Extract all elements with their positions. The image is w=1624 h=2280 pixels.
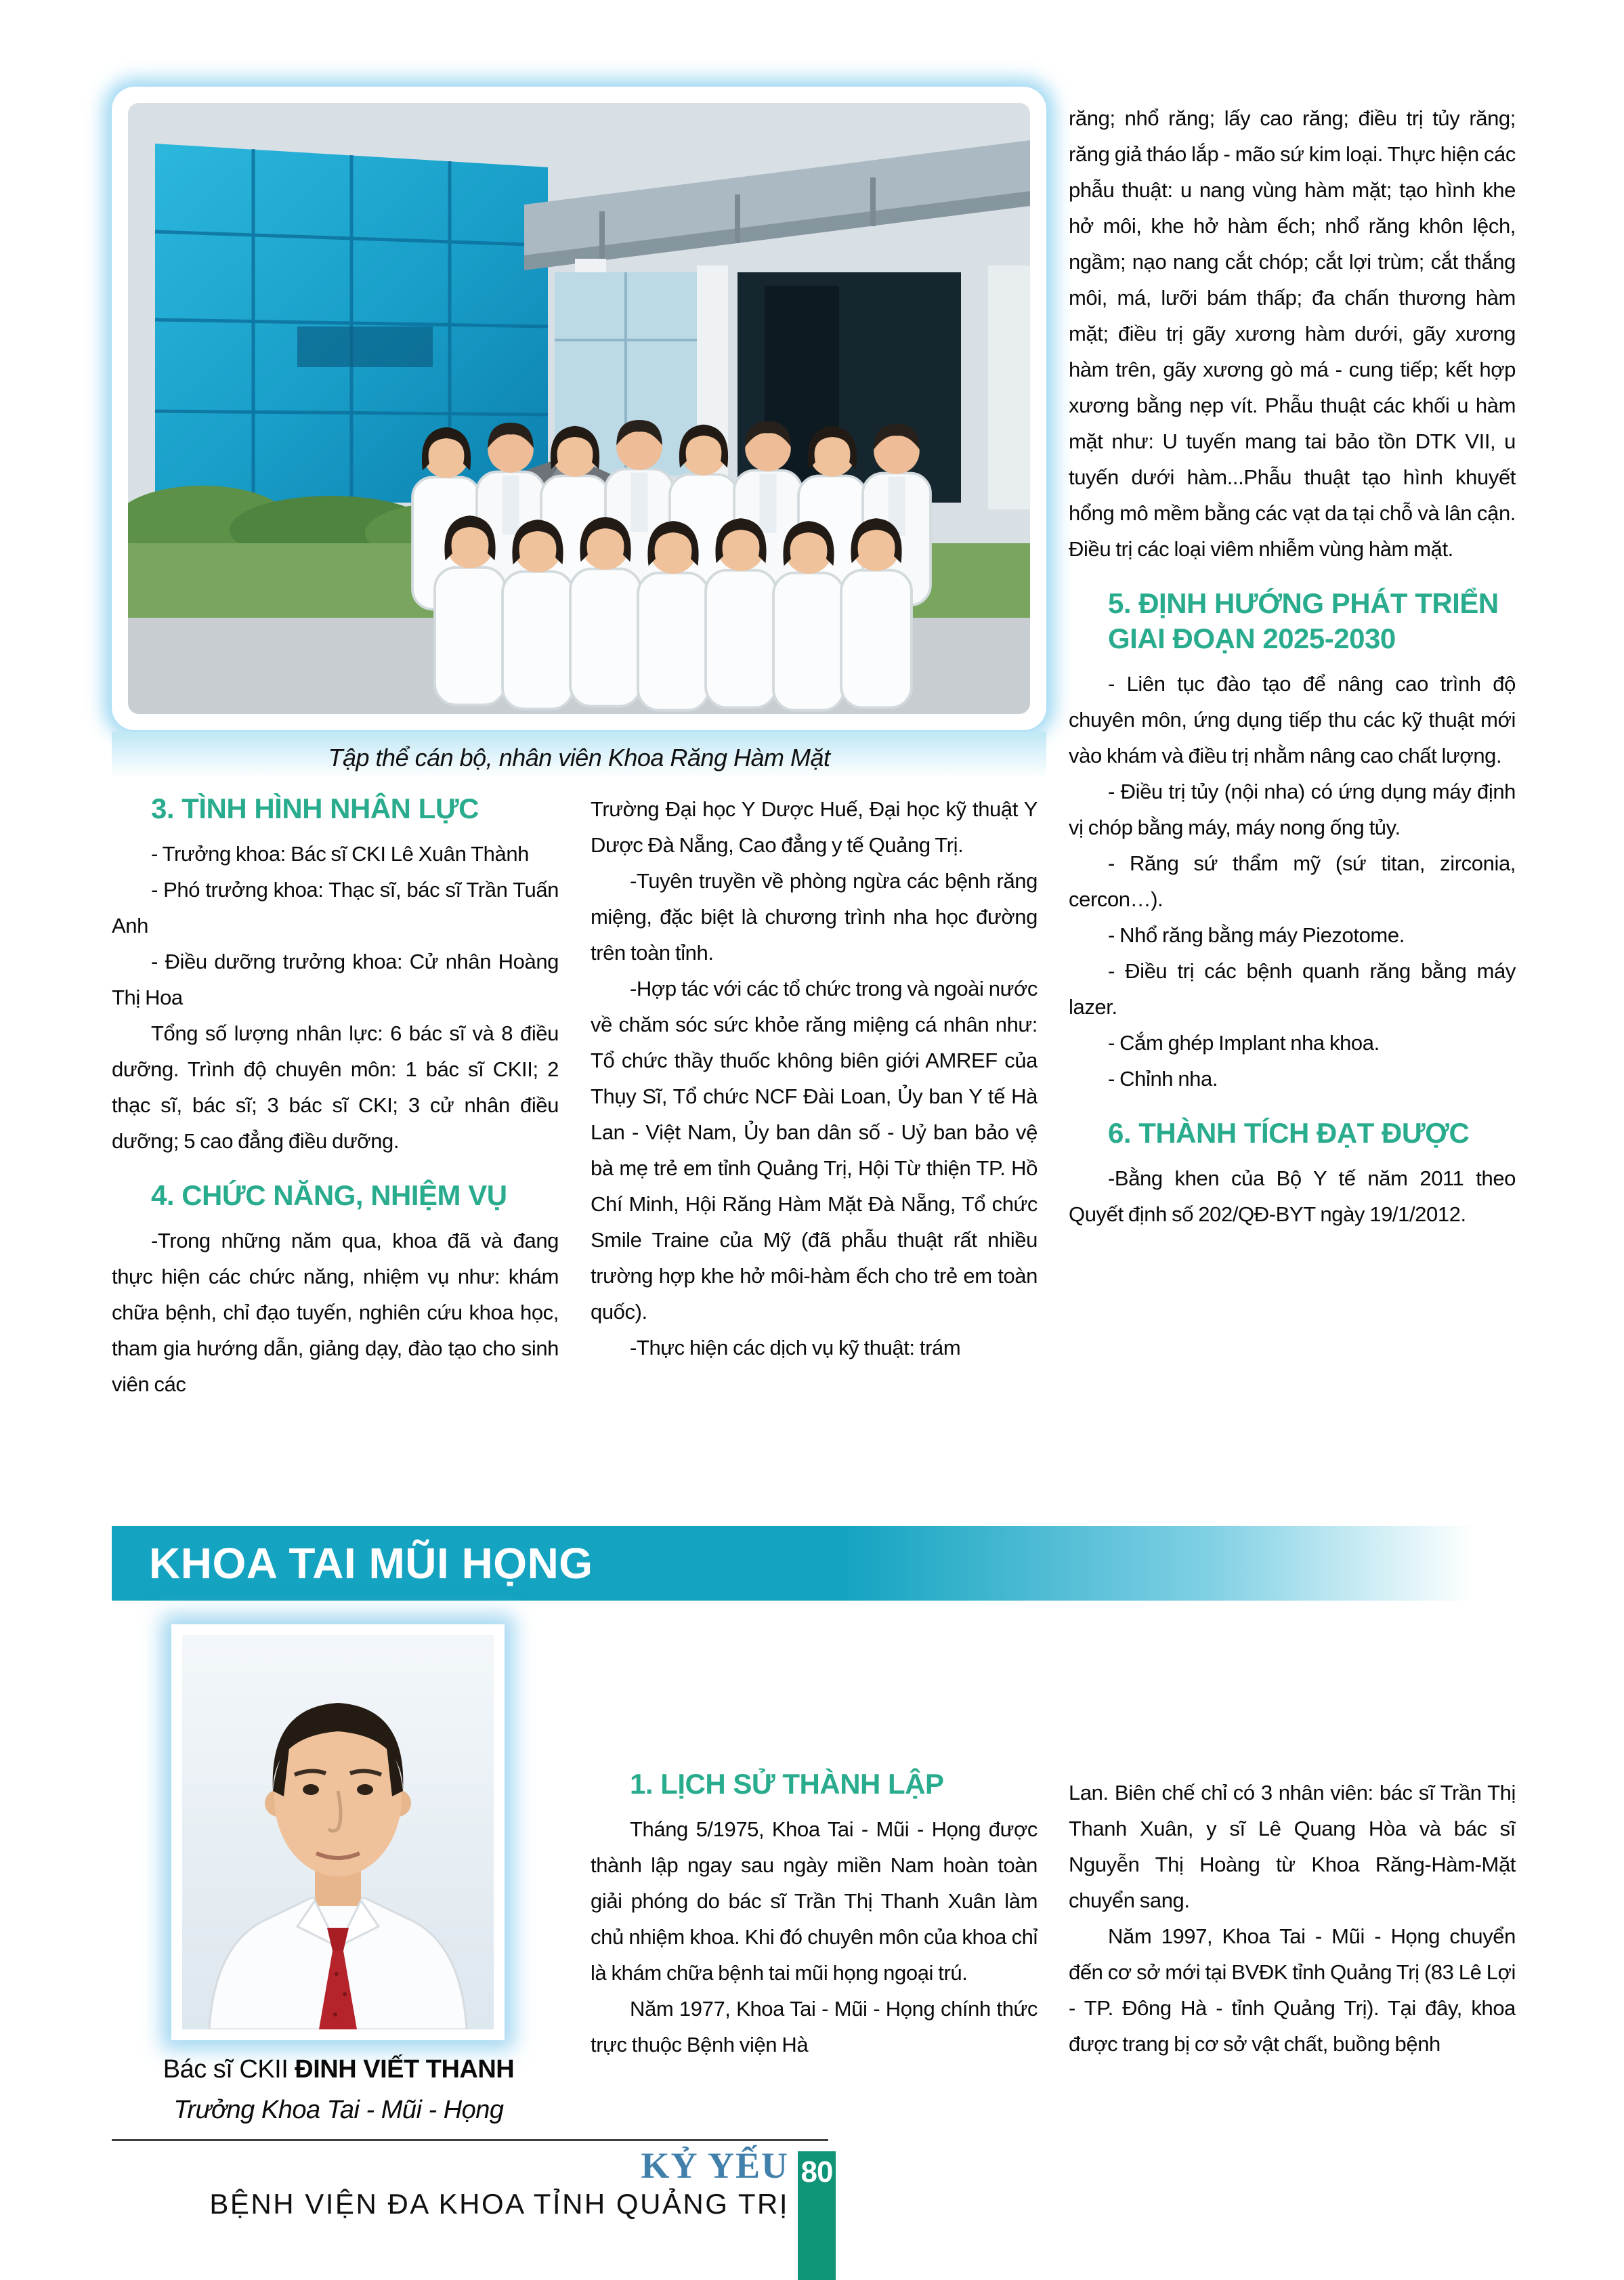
- paragraph: -Hợp tác với các tổ chức trong và ngoài nước về chăm sóc sức khỏe răng miệng cá nhân như: Tổ chức thầy thuốc không biên giới AMREF của Thụy Sĩ, Tổ chức NCF Đài Loan, Ủy ban Y tế Hà Lan - Việt Nam, Ủy ban dân số - Uỷ ban bảo vệ bà mẹ trẻ em tỉnh Quảng Trị, Hội Từ thiện TP. Hồ Chí Minh, Hội Răng Hàm Mặt Đà Nẵng, Tổ chức Smile Traine của Mỹ (đã phẫu thuật rất nhiều trường hợp khe hở môi-hàm ếch cho trẻ em toàn quốc).: [591, 977, 1038, 1324]
- department-banner-title: KHOA TAI MŨI HỌNG: [149, 1539, 593, 1588]
- paragraph: -Thực hiện các dịch vụ kỹ thuật: trám: [630, 1336, 961, 1359]
- section-heading-6: 6. THÀNH TÍCH ĐẠT ĐƯỢC: [1108, 1117, 1470, 1149]
- portrait-caption-role: Trưởng Khoa Tai - Mũi - Họng: [173, 2096, 504, 2124]
- group-photo: [128, 103, 1030, 714]
- paragraph: -Trong những năm qua, khoa đã và đang thực hiện các chức năng, nhiệm vụ như: khám chữa bệnh, chỉ đạo tuyến, nghiên cứu khoa học, tham gia hướng dẫn, giảng dạy, đào tạo cho sinh viên các: [112, 1229, 559, 1396]
- column-tmh-middle: [591, 1767, 1038, 2136]
- section-heading-4: 4. CHỨC NĂNG, NHIỆM VỤ: [151, 1179, 507, 1211]
- footer-divider: [112, 2139, 828, 2141]
- paragraph: -Tuyên truyền về phòng ngừa các bệnh răng miệng, đặc biệt là chương trình nha học đường trên toàn tỉnh.: [591, 869, 1038, 965]
- paragraph: - Điều dưỡng trưởng khoa: Cử nhân Hoàng Thị Hoa: [112, 950, 559, 1009]
- paragraph: Năm 1977, Khoa Tai - Mũi - Họng chính thức trực thuộc Bệnh viện Hà: [591, 1997, 1038, 2056]
- section-heading-3: 3. TÌNH HÌNH NHÂN LỰC: [151, 793, 479, 824]
- paragraph: - Chỉnh nha.: [1108, 1067, 1218, 1091]
- group-photo-caption: Tập thể cán bộ, nhân viên Khoa Răng Hàm Mặt: [328, 744, 830, 772]
- column-rhm-left: [112, 791, 559, 1526]
- paragraph: Tổng số lượng nhân lực: 6 bác sĩ và 8 điều dưỡng. Trình độ chuyên môn: 1 bác sĩ CKII; 2 thạc sĩ, bác sĩ; 3 bác sĩ CKI; 3 cử nhân điều dưỡng; 5 cao đẳng điều dưỡng.: [112, 1021, 559, 1153]
- paragraph: - Điều trị tủy (nội nha) có ứng dụng máy định vị chóp bằng máy, máy nong ống tủy.: [1069, 780, 1516, 839]
- paragraph: - Cắm ghép Implant nha khoa.: [1108, 1031, 1380, 1055]
- footer-organization: BỆNH VIỆN ĐA KHOA TỈNH QUẢNG TRỊ: [209, 2188, 789, 2220]
- column-tmh-right: [1069, 1775, 1516, 2144]
- portrait-illustration: [182, 1635, 494, 2029]
- portrait-caption-prefix: Bác sĩ CKII: [163, 2055, 289, 2084]
- paragraph: răng; nhổ răng; lấy cao răng; điều trị tủy răng; răng giả tháo lắp - mão sứ kim loại. Thực hiện các phẫu thuật: u nang vùng hàm mặt; tạo hình khe hở môi, khe hở hàm ếch; nhổ răng khôn lệch, ngầm; nạo nang cắt chóp; cắt lợi trùm; cắt thắng môi, má, lưỡi bám thấp; đa chấn thương hàm mặt; điều trị gãy xương hàm dưới, gãy xương hàm trên, gãy xương gò má - cung tiếp; kết hợp xương bằng nẹp vít. Phẫu thuật các khối u hàm mặt như: U tuyến mang tai bảo tồn DTK VII, u tuyến dưới hàm...Phẫu thuật tạo hình khuyết hổng mô mềm bằng các vạt da tại chỗ và lân cận. Điều trị các loại viêm nhiễm vùng hàm mặt.: [1069, 106, 1516, 561]
- paragraph: - Điều trị các bệnh quanh răng bằng máy lazer.: [1069, 959, 1516, 1019]
- footer-brand: KỶ YẾU: [641, 2145, 789, 2186]
- portrait-photo: [182, 1635, 494, 2029]
- group-photo-caption-strip: [112, 732, 1046, 784]
- page-number-bar: [798, 2151, 836, 2280]
- portrait-caption-name: [98, 2055, 579, 2084]
- paragraph: Lan. Biên chế chỉ có 3 nhân viên: bác sĩ Trần Thị Thanh Xuân, y sĩ Lê Quang Hòa và bác sĩ Nguyễn Thị Hoàng từ Khoa Răng-Hàm-Mặt chuyển sang.: [1069, 1781, 1516, 1912]
- page-number: 80: [800, 2155, 833, 2189]
- paragraph: - Răng sứ thẩm mỹ (sứ titan, zirconia, cercon…).: [1069, 851, 1516, 911]
- column-rhm-right: [1069, 100, 1516, 1523]
- paragraph: - Liên tục đào tạo để nâng cao trình độ chuyên môn, ứng dụng tiếp thu các kỹ thuật mới vào khám và điều trị nhằm nâng cao chất lượng.: [1069, 672, 1516, 767]
- column-rhm-middle: [591, 791, 1038, 1526]
- department-banner: [112, 1526, 1517, 1601]
- portrait-caption-fullname: ĐINH VIẾT THANH: [295, 2055, 515, 2084]
- paragraph: Năm 1997, Khoa Tai - Mũi - Họng chuyển đến cơ sở mới tại BVĐK tỉnh Quảng Trị (83 Lê Lợi - TP. Đông Hà - tỉnh Quảng Trị). Tại đây, khoa được trang bị cơ sở vật chất, buồng bệnh: [1069, 1924, 1516, 2056]
- paragraph: - Trưởng khoa: Bác sĩ CKI Lê Xuân Thành: [151, 842, 529, 866]
- paragraph: Tháng 5/1975, Khoa Tai - Mũi - Họng được thành lập ngay sau ngày miền Nam hoàn toàn giải phóng do bác sĩ Trần Thị Thanh Xuân làm chủ nhiệm khoa. Khi đó chuyên môn của khoa chỉ là khám chữa bệnh tai mũi họng ngoại trú.: [591, 1817, 1038, 1985]
- group-photo-frame: [112, 87, 1046, 730]
- paragraph: Trường Đại học Y Dược Huế, Đại học kỹ thuật Y Dược Đà Nẵng, Cao đẳng y tế Quảng Trị.: [591, 797, 1038, 857]
- paragraph: - Nhổ răng bằng máy Piezotome.: [1108, 923, 1405, 947]
- section-heading-5: 5. ĐỊNH HƯỚNG PHÁT TRIỂN GIAI ĐOẠN 2025-2030: [1108, 587, 1499, 654]
- portrait-photo-frame: [171, 1624, 505, 2040]
- paragraph: - Phó trưởng khoa: Thạc sĩ, bác sĩ Trần Tuấn Anh: [112, 878, 559, 937]
- section-heading-1: 1. LỊCH SỬ THÀNH LẬP: [630, 1768, 944, 1800]
- group-photo-illustration: [128, 103, 1030, 714]
- paragraph: -Bằng khen của Bộ Y tế năm 2011 theo Quyết định số 202/QĐ-BYT ngày 19/1/2012.: [1069, 1166, 1516, 1226]
